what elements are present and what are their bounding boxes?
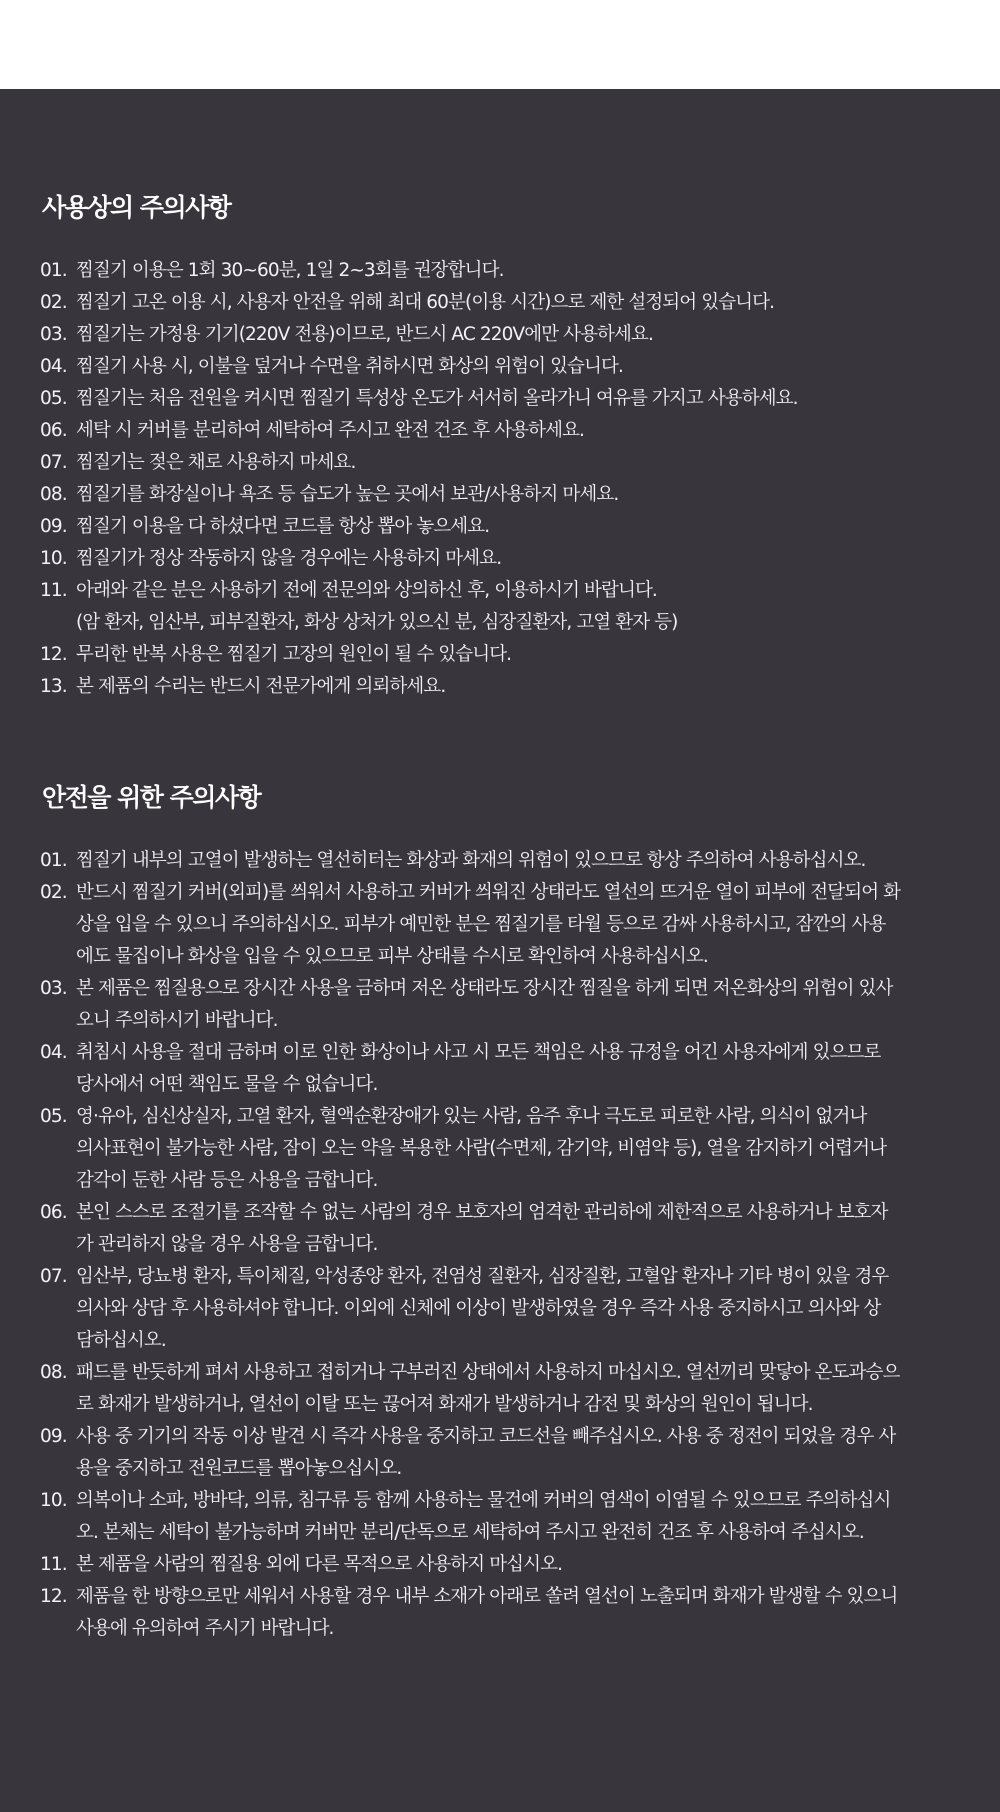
list-item xyxy=(40,1101,960,1197)
list-item xyxy=(40,973,960,1037)
item-number: 12. xyxy=(40,644,67,665)
item-text: 에도 물집이나 화상을 입을 수 있으므로 피부 상태를 수시로 확인하여 사용하십시오. xyxy=(76,946,708,967)
item-text: 로 화재가 발생하거나, 열선이 이탈 또는 끊어져 화재가 발생하거나 감전 및 화상의 원인이 됩니다. xyxy=(76,1394,813,1415)
item-number: 02. xyxy=(40,882,67,903)
item-text: 반드시 찜질기 커버(외피)를 씌워서 사용하고 커버가 씌워진 상태라도 열선의 뜨거운 열이 피부에 전달되어 화 xyxy=(76,882,901,903)
item-text: 찜질기가 정상 작동하지 않을 경우에는 사용하지 마세요. xyxy=(76,548,502,569)
item-number: 05. xyxy=(40,388,67,409)
item-number: 10. xyxy=(40,548,67,569)
item-text: 영·유아, 심신상실자, 고열 환자, 혈액순환장애가 있는 사람, 음주 후나 극도로 피로한 사람, 의식이 없거나 xyxy=(76,1106,867,1127)
item-number: 13. xyxy=(40,676,67,697)
item-number: 06. xyxy=(40,1202,67,1223)
section-title: 사용상의 주의사항 xyxy=(42,193,231,222)
precaution-list xyxy=(42,845,960,1645)
list-item xyxy=(40,1421,960,1485)
item-text: 찜질기는 가정용 기기(220V 전용)이므로, 반드시 AC 220V에만 사용하세요. xyxy=(76,324,653,345)
item-text: 찜질기 내부의 고열이 발생하는 열선히터는 화상과 화재의 위험이 있으므로 항상 주의하여 사용하십시오. xyxy=(76,850,866,871)
list-item xyxy=(40,319,960,351)
list-item xyxy=(40,1261,960,1357)
item-text: 당사에서 어떤 책임도 물을 수 없습니다. xyxy=(76,1074,378,1095)
item-text: 무리한 반복 사용은 찜질기 고장의 원인이 될 수 있습니다. xyxy=(76,644,512,665)
item-text: 의복이나 소파, 방바닥, 의류, 침구류 등 함께 사용하는 물건에 커버의 염색이 이염될 수 있으므로 주의하십시 xyxy=(76,1490,891,1511)
item-text: 사용에 유의하여 주시기 바랍니다. xyxy=(76,1618,334,1639)
list-item xyxy=(40,383,960,415)
list-item xyxy=(40,1581,960,1645)
list-item xyxy=(40,1197,960,1261)
item-text: 본 제품을 사람의 찜질용 외에 다른 목적으로 사용하지 마십시오. xyxy=(76,1554,563,1575)
list-item xyxy=(40,1549,960,1581)
item-text: 상을 입을 수 있으니 주의하십시오. 피부가 예민한 분은 찜질기를 타월 등으로 감싸 사용하시고, 잠깐의 사용 xyxy=(76,914,886,935)
item-number: 11. xyxy=(40,1554,67,1575)
list-item xyxy=(40,351,960,383)
list-item xyxy=(40,845,960,877)
precaution-list xyxy=(42,255,960,703)
list-item xyxy=(40,415,960,447)
item-number: 04. xyxy=(40,1042,67,1063)
item-number: 07. xyxy=(40,1266,67,1287)
item-text: 담하십시오. xyxy=(76,1330,166,1351)
item-text: 찜질기 사용 시, 이불을 덮거나 수면을 취하시면 화상의 위험이 있습니다. xyxy=(76,356,623,377)
item-number: 11. xyxy=(40,580,67,601)
item-text: 취침시 사용을 절대 금하며 이로 인한 화상이나 사고 시 모든 책임은 사용 규정을 어긴 사용자에게 있으므로 xyxy=(76,1042,881,1063)
list-item xyxy=(40,671,960,703)
notice-panel xyxy=(0,89,1000,1812)
list-item xyxy=(40,447,960,479)
item-text: 본인 스스로 조절기를 조작할 수 없는 사람의 경우 보호자의 엄격한 관리하에 제한적으로 사용하거나 보호자 xyxy=(76,1202,888,1223)
item-text: 찜질기를 화장실이나 욕조 등 습도가 높은 곳에서 보관/사용하지 마세요. xyxy=(76,484,619,505)
item-number: 03. xyxy=(40,978,67,999)
item-text: 찜질기 이용을 다 하셨다면 코드를 항상 뽑아 놓으세요. xyxy=(76,516,490,537)
list-item xyxy=(40,639,960,671)
list-item xyxy=(40,543,960,575)
item-number: 10. xyxy=(40,1490,67,1511)
list-item xyxy=(40,255,960,287)
item-number: 04. xyxy=(40,356,67,377)
item-text: 의사표현이 불가능한 사람, 잠이 오는 약을 복용한 사람(수면제, 감기약, 비염약 등), 열을 감지하기 어렵거나 xyxy=(76,1138,887,1159)
list-item xyxy=(40,1485,960,1549)
item-number: 01. xyxy=(40,850,67,871)
top-white-band xyxy=(0,0,1000,89)
item-number: 08. xyxy=(40,1362,67,1383)
item-number: 03. xyxy=(40,324,67,345)
item-text: (암 환자, 임산부, 피부질환자, 화상 상처가 있으신 분, 심장질환자, 고열 환자 등) xyxy=(76,612,678,633)
list-item xyxy=(40,287,960,319)
item-number: 09. xyxy=(40,1426,67,1447)
item-text: 사용 중 기기의 작동 이상 발견 시 즉각 사용을 중지하고 코드선을 빼주십시오. 사용 중 정전이 되었을 경우 사 xyxy=(76,1426,896,1447)
list-item xyxy=(40,511,960,543)
item-text: 패드를 반듯하게 펴서 사용하고 접히거나 구부러진 상태에서 사용하지 마십시오. 열선끼리 맞닿아 온도과승으 xyxy=(76,1362,900,1383)
item-text: 본 제품은 찜질용으로 장시간 사용을 금하며 저온 상태라도 장시간 찜질을 하게 되면 저온화상의 위험이 있사 xyxy=(76,978,893,999)
item-number: 02. xyxy=(40,292,67,313)
list-item xyxy=(40,479,960,511)
item-number: 01. xyxy=(40,260,67,281)
item-number: 09. xyxy=(40,516,67,537)
list-item xyxy=(40,1037,960,1101)
item-text: 오니 주의하시기 바랍니다. xyxy=(76,1010,278,1031)
list-item xyxy=(40,575,960,639)
item-text: 감각이 둔한 사람 등은 사용을 금합니다. xyxy=(76,1170,378,1191)
list-item xyxy=(40,877,960,973)
item-text: 용을 중지하고 전원코드를 뽑아놓으십시오. xyxy=(76,1458,402,1479)
item-text: 제품을 한 방향으로만 세워서 사용할 경우 내부 소재가 아래로 쏠려 열선이 노출되며 화재가 발생할 수 있으니 xyxy=(76,1586,898,1607)
item-number: 12. xyxy=(40,1586,67,1607)
item-text: 의사와 상담 후 사용하셔야 합니다. 이외에 신체에 이상이 발생하였을 경우 즉각 사용 중지하시고 의사와 상 xyxy=(76,1298,881,1319)
list-item xyxy=(40,1357,960,1421)
item-text: 본 제품의 수리는 반드시 전문가에게 의뢰하세요. xyxy=(76,676,446,697)
item-text: 오. 본체는 세탁이 불가능하며 커버만 분리/단독으로 세탁하여 주시고 완전히 건조 후 사용하여 주십시오. xyxy=(76,1522,864,1543)
item-text: 세탁 시 커버를 분리하여 세탁하여 주시고 완전 건조 후 사용하세요. xyxy=(76,420,585,441)
section-title: 안전을 위한 주의사항 xyxy=(42,783,261,812)
item-text: 아래와 같은 분은 사용하기 전에 전문의와 상의하신 후, 이용하시기 바랍니다. xyxy=(76,580,657,601)
item-text: 임산부, 당뇨병 환자, 특이체질, 악성종양 환자, 전염성 질환자, 심장질환, 고혈압 환자나 기타 병이 있을 경우 xyxy=(76,1266,889,1287)
usage-precautions-section xyxy=(0,193,1000,703)
item-text: 찜질기 고온 이용 시, 사용자 안전을 위해 최대 60분(이용 시간)으로 제한 설정되어 있습니다. xyxy=(76,292,775,313)
item-number: 07. xyxy=(40,452,67,473)
item-text: 찜질기는 처음 전원을 켜시면 찜질기 특성상 온도가 서서히 올라가니 여유를 가지고 사용하세요. xyxy=(76,388,798,409)
item-number: 08. xyxy=(40,484,67,505)
item-text: 찜질기는 젖은 채로 사용하지 마세요. xyxy=(76,452,356,473)
item-number: 05. xyxy=(40,1106,67,1127)
item-text: 가 관리하지 않을 경우 사용을 금합니다. xyxy=(76,1234,378,1255)
safety-precautions-section xyxy=(0,783,1000,1645)
item-text: 찜질기 이용은 1회 30~60분, 1일 2~3회를 권장합니다. xyxy=(76,260,504,281)
item-number: 06. xyxy=(40,420,67,441)
